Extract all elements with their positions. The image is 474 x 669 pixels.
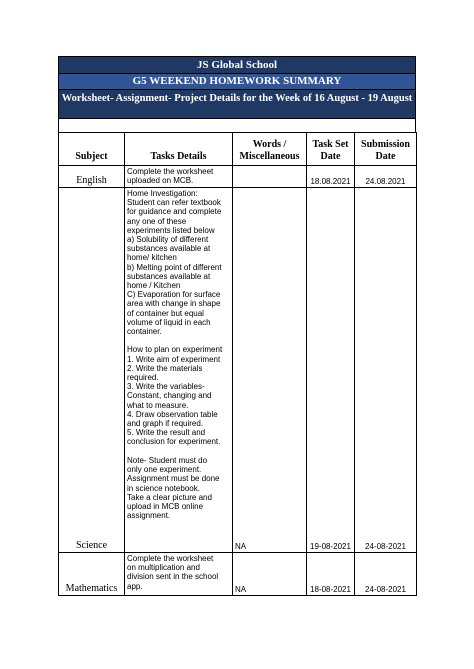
summary-title: G5 WEEKEND HOMEWORK SUMMARY — [58, 73, 416, 89]
homework-table — [58, 132, 417, 596]
table-row — [59, 166, 417, 188]
tasks-cell: Complete the worksheet uploaded on MCB. — [125, 166, 233, 188]
subject-cell: Mathematics — [59, 553, 125, 596]
school-name: JS Global School — [58, 56, 416, 73]
spacer-row — [58, 118, 416, 132]
task-set-date: 19-08-2021 — [307, 188, 355, 553]
table-row — [59, 188, 417, 553]
subject-cell: English — [59, 166, 125, 188]
homework-sheet — [58, 56, 416, 596]
header-tasks: Tasks Details — [125, 133, 233, 166]
task-set-date: 18-08-2021 — [307, 553, 355, 596]
submission-date: 24.08.2021 — [355, 166, 417, 188]
task-set-date: 18.08.2021 — [307, 166, 355, 188]
table-row — [59, 553, 417, 596]
words-cell: NA — [233, 188, 307, 553]
words-cell: NA — [233, 553, 307, 596]
words-cell — [233, 166, 307, 188]
tasks-cell: Complete the worksheet on multiplication and division sent in the school app. — [125, 553, 233, 596]
week-title: Worksheet- Assignment- Project Details for the Week of 16 August - 19 August — [58, 89, 416, 118]
submission-date: 24-08-2021 — [355, 553, 417, 596]
header-submission: Submission Date — [355, 133, 417, 166]
header-subject: Subject — [59, 133, 125, 166]
subject-cell: Science — [59, 188, 125, 553]
header-words: Words / Miscellaneous — [233, 133, 307, 166]
header-task-set: Task Set Date — [307, 133, 355, 166]
header-row — [59, 133, 417, 166]
tasks-cell: Home Investigation: Student can refer textbook for guidance and complete any one of these experiments listed below a) Solubility of different substances available at home/ kitchen b) Melting point of different substances available at home / Kitchen C) Evaporation for surface area with change in shape of container but equal volume of liquid in each container. How to plan on experiment 1. Write aim of experiment 2. Write the materials required. 3. Write the variables- Constant, changing and what to measure. 4. Draw observation table and graph if required. 5. Write the result and conclusion for experiment. Note- Student must do only one experiment. Assignment must be done in science notebook. Take a clear picture and upload in MCB online assignment. — [125, 188, 233, 553]
submission-date: 24-08-2021 — [355, 188, 417, 553]
